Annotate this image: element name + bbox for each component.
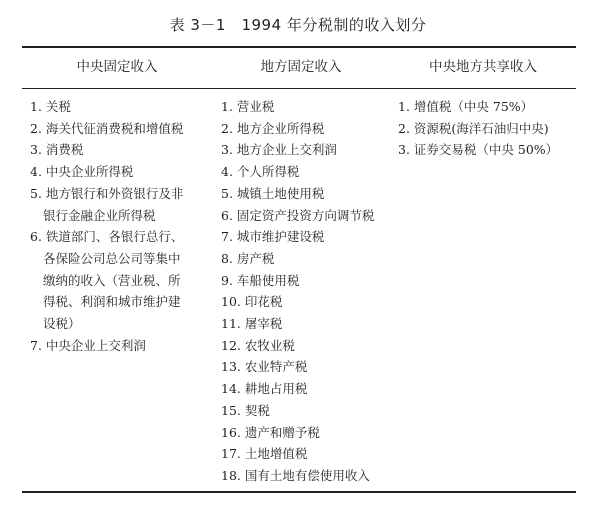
list-item: 3. 消费税	[30, 142, 84, 158]
list-item: 2. 地方企业所得税	[221, 120, 325, 136]
header-local-fixed: 地方固定收入	[260, 59, 342, 75]
header-central-fixed: 中央固定收入	[76, 59, 158, 75]
list-item: 7. 中央企业上交利润	[30, 337, 146, 353]
list-item: 8. 房产税	[221, 250, 275, 266]
central-fixed-list	[30, 96, 183, 356]
bottom-rule	[22, 491, 576, 493]
list-item: 17. 土地增值税	[221, 446, 308, 462]
list-item: 1. 营业税	[221, 99, 275, 114]
list-item-continuation: 得税、利润和城市维护建	[43, 294, 181, 310]
top-rule	[22, 46, 576, 48]
list-item: 5. 城镇土地使用税	[221, 185, 325, 201]
list-item-continuation: 设税）	[43, 316, 81, 332]
list-item-continuation: 银行金融企业所得税	[43, 207, 156, 223]
list-item: 13. 农业特产税	[221, 359, 308, 375]
list-item-continuation: 各保险公司总公司等集中	[43, 250, 181, 266]
shared-list	[398, 96, 558, 161]
list-item: 3. 地方企业上交利润	[221, 142, 337, 158]
list-item: 9. 车船使用税	[221, 272, 300, 288]
list-item: 12. 农牧业税	[221, 337, 295, 353]
list-item: 4. 中央企业所得税	[30, 164, 134, 180]
list-item-continuation: 缴纳的收入（营业税、所	[43, 272, 181, 288]
list-item: 1. 关税	[30, 99, 71, 114]
list-item: 6. 铁道部门、各银行总行、	[30, 229, 184, 245]
header-rule	[22, 88, 576, 89]
list-item: 11. 屠宰税	[221, 316, 283, 332]
list-item: 7. 城市维护建设税	[221, 229, 325, 245]
list-item: 3. 证券交易税（中央 50%）	[398, 142, 559, 158]
list-item: 1. 增值税（中央 75%）	[398, 99, 534, 114]
list-item: 14. 耕地占用税	[221, 381, 308, 397]
list-item: 4. 个人所得税	[221, 164, 300, 180]
list-item: 18. 国有土地有偿使用收入	[221, 467, 370, 483]
list-item: 16. 遗产和赠予税	[221, 424, 320, 440]
header-shared: 中央地方共享收入	[429, 59, 537, 75]
list-item: 2. 海关代征消费税和增值税	[30, 120, 184, 136]
list-item: 5. 地方银行和外资银行及非	[30, 185, 184, 201]
list-item: 6. 固定资产投资方向调节税	[221, 207, 375, 223]
table-title: 表 3－1 1994 年分税制的收入划分	[169, 16, 427, 34]
list-item: 15. 契税	[221, 402, 270, 418]
local-fixed-list	[221, 96, 374, 487]
list-item: 2. 资源税(海洋石油归中央)	[398, 120, 549, 136]
list-item: 10. 印花税	[221, 294, 283, 310]
